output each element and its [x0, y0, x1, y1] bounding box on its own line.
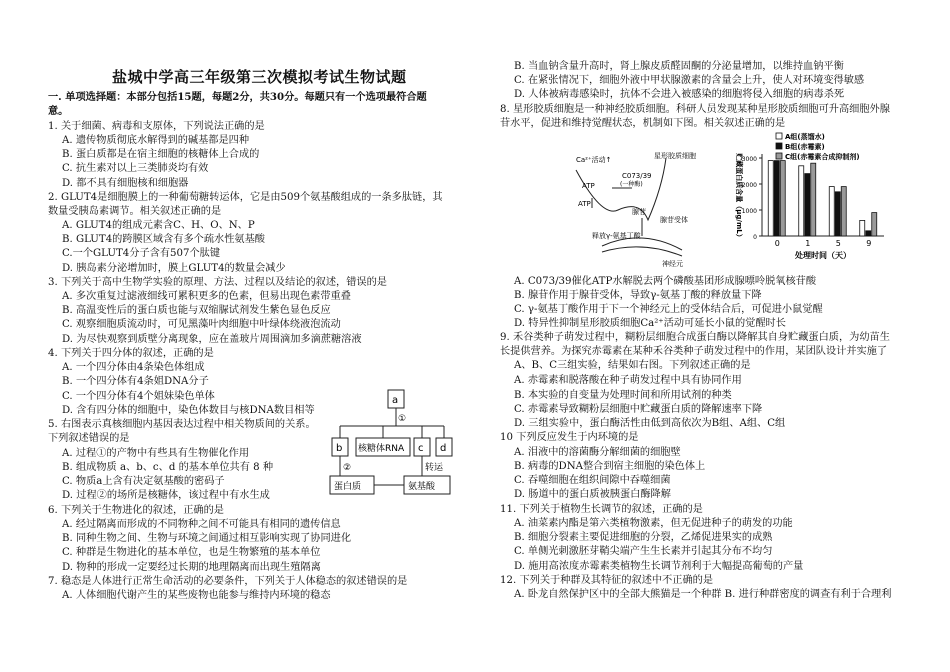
left-line: 下列叙述错误的是: [48, 433, 130, 444]
left-line: 数量受胰岛素调节。相关叙述正确的是: [48, 206, 222, 217]
left-line: C. 种群是生物进化的基本单位，也是生物繁殖的基本单位: [62, 547, 321, 558]
left-line: C. 观察细胞质流动时，可见黑藻叶肉细胞中叶绿体绕液泡流动: [62, 319, 341, 330]
fig8-gaba: 释放γ-氨基丁酸: [592, 232, 641, 240]
x-tick-label: 0: [774, 239, 780, 248]
bar-C组(赤霉素合成抑制剂): [841, 187, 846, 236]
fig5-d: d: [440, 443, 447, 454]
right-line: A. 赤霉素和脱落酸在种子萌发过程中具有协同作用: [514, 375, 742, 386]
fig8-receptor: 腺苷受体: [660, 216, 688, 224]
right-line: 8. 星形胶质细胞是一种神经胶质细胞。科研人员发现某种星形胶质细胞可升高细胞外腺: [500, 104, 890, 115]
x-tick-label: 1: [805, 239, 811, 248]
left-line: A. 一个四分体由4条染色体组成: [62, 362, 205, 373]
fig5-b: b: [336, 443, 343, 454]
x-tick-label: 9: [866, 239, 872, 248]
fig5-protein: 蛋白质: [334, 482, 362, 492]
y-tick-label: 0: [753, 234, 757, 241]
y-tick-label: 3000: [741, 156, 757, 163]
left-line: 6. 下列关于生物进化的叙述，正确的是: [48, 505, 224, 516]
left-line: C.一个GLUT4分子含有507个肽键: [62, 248, 221, 259]
right-line: A. C073/39催化ATP水解脱去两个磷酸基团形成腺嘌呤脱氧核苷酸: [514, 276, 817, 287]
left-line: D. 胰岛素分泌增加时，膜上GLUT4的数量会减少: [62, 263, 286, 274]
left-line: 2. GLUT4是细胞膜上的一种葡萄糖转运体，它是由509个氨基酸组成的一条多肽链，其: [48, 192, 443, 203]
bar-C组(赤霉素合成抑制剂): [811, 163, 816, 236]
right-line: B. 病毒的DNA整合到宿主细胞的染色体上: [514, 461, 706, 472]
right-line: C. 单侧光刺激胚芽鞘尖端产生生长素并引起其分布不均匀: [514, 546, 773, 557]
legend-entry: A组(蒸馏水): [785, 133, 825, 141]
fig5-p1: ①: [398, 414, 407, 424]
fig5-p2: ②: [343, 463, 352, 473]
fig8-atp1: ATP: [582, 182, 595, 190]
left-line: C. 一个四分体有4个姐妹染色单体: [62, 391, 215, 402]
right-line: C. γ-氨基丁酸作用于下一个神经元上的受体结合后，可促进小鼠觉醒: [514, 304, 823, 315]
left-line: B. 组成物质 a、b、c、d 的基本单位共有 8 种: [62, 462, 274, 473]
left-line: 1. 关于细菌、病毒和支原体，下列说法正确的是: [48, 121, 265, 132]
astrocyte-mechanism-diagram: [562, 148, 722, 274]
bar-A组(蒸馏水): [860, 220, 865, 236]
legend-entry: C组(赤霉素合成抑制剂): [785, 153, 860, 161]
legend-swatch: [776, 153, 782, 159]
fig8-adenosine: 腺苷: [632, 208, 646, 216]
right-line: 11. 下列关于植物生长调节的叙述，正确的是: [500, 504, 703, 515]
right-line: A. 卧龙自然保护区中的全部大熊猫是一个种群 B. 进行种群密度的调查有利于合理利: [514, 589, 892, 600]
right-line: 9. 禾谷类种子萌发过程中，糊粉层细胞合成蛋白酶以降解其自身贮藏蛋白质，为幼苗生: [500, 332, 890, 343]
left-line: D. 为尽快观察到质壁分离现象，应在盖玻片周围滴加多滴蔗糖溶液: [62, 334, 362, 345]
y-axis-title: 贮藏蛋白质含量（μg/mL）: [735, 153, 743, 241]
fig5-a: a: [392, 395, 399, 406]
bar-B组(赤霉素): [774, 161, 779, 236]
right-line: B. 当血钠含量升高时，肾上腺皮质醛固酮的分泌量增加，以维持血钠平衡: [514, 61, 844, 72]
left-line: D. 含有四分体的细胞中，染色体数目与核DNA数目相等: [62, 405, 315, 416]
right-line: D. 三组实验中，蛋白酶活性由低到高依次为B组、A组、C组: [514, 418, 786, 429]
left-line: D. 过程②的场所是核糖体，该过程中有水生成: [62, 490, 270, 501]
left-line: A. 遗传物质彻底水解得到的碱基都是四种: [62, 135, 250, 146]
left-line: D. 都不具有细胞核和细胞器: [62, 178, 189, 189]
bar-C组(赤霉素合成抑制剂): [780, 161, 785, 236]
bar-B组(赤霉素): [866, 231, 871, 236]
right-line: A. 油菜素内酯是第六类植物激素，但无促进种子的萌发的功能: [514, 518, 793, 529]
y-tick-label: 2000: [741, 182, 757, 189]
page-title: 盐城中学高三年级第三次模拟考试生物试题: [112, 68, 407, 86]
x-tick-label: 5: [835, 239, 841, 248]
fig5-aa: 氨基酸: [408, 482, 436, 492]
right-line: C. 在紧张情况下，细胞外液中甲状腺激素的含量会上升，使人对环境变得敏感: [514, 75, 865, 86]
left-line: B. 高温变性后的蛋白质也能与双缩脲试剂发生紫色显色反应: [62, 305, 331, 316]
fig8-enzyme: (一种酶): [620, 181, 643, 188]
left-line: A. GLUT4的组成元素含C、H、O、N、P: [62, 220, 255, 231]
right-line: 10 下列反应发生于内环境的是: [500, 432, 639, 443]
bar-A组(蒸馏水): [799, 166, 804, 236]
gene-expression-diagram: [328, 388, 468, 503]
bar-A组(蒸馏水): [768, 161, 773, 236]
protein-content-chart: [728, 132, 928, 264]
left-line: 7. 稳态是人体进行正常生命活动的必要条件，下列关于人体稳态的叙述错误的是: [48, 576, 408, 587]
y-tick-label: 1000: [741, 208, 757, 215]
right-line: A、B、C三组实验，结果如右图。下列叙述正确的是: [514, 360, 751, 371]
right-line: 苷水平，促进和维持觉醒状态，机制如下图。相关叙述正确的是: [500, 118, 786, 129]
left-line: 3. 下列关于高中生物学实验的原理、方法、过程以及结论的叙述，错误的是: [48, 277, 387, 288]
left-line: D. 物种的形成一定要经过长期的地理隔离而出现生殖隔离: [62, 562, 321, 573]
fig5-c: c: [418, 443, 424, 454]
left-line: A. 经过隔离而形成的不同物种之间不可能具有相同的遗传信息: [62, 519, 341, 530]
left-line: 意。: [48, 105, 69, 117]
bar-B组(赤霉素): [805, 174, 810, 236]
left-line: C. 物质a上含有决定氨基酸的密码子: [62, 476, 225, 487]
right-line: B. 细胞分裂素主要促进细胞的分裂，乙烯促进果实的成熟: [514, 532, 773, 543]
left-line: B. 同种生物之间、生物与环境之间通过相互影响实现了协同进化: [62, 533, 352, 544]
right-line: D. 肠道中的蛋白质被胰蛋白酶降解: [514, 489, 671, 500]
left-line: A. 多次重复过滤液细线可累积更多的色素，但易出现色素带重叠: [62, 291, 351, 302]
left-line: A. 人体细胞代谢产生的某些废物也能参与维持内环境的稳态: [62, 590, 331, 601]
bar-B组(赤霉素): [835, 192, 840, 236]
left-line: 5. 右图表示真核细胞内基因表达过程中相关物质间的关系。: [48, 419, 316, 430]
right-line: 12. 下列关于种群及其特征的叙述中不正确的是: [500, 575, 714, 586]
left-line: B. GLUT4的跨膜区域含有多个疏水性氨基酸: [62, 234, 265, 245]
right-line: A. 泪液中的溶菌酶分解细菌的细胞壁: [514, 447, 681, 458]
fig5-move: 转运: [425, 463, 444, 473]
right-line: D. 施用高浓度赤霉素类植物生长调节剂利于大幅提高葡萄的产量: [514, 561, 804, 572]
right-line: D. 人体被病毒感染时，抗体不会进入被感染的细胞将侵入细胞的病毒杀死: [514, 89, 845, 100]
bar-C组(赤霉素合成抑制剂): [872, 213, 877, 236]
x-axis-title: 处理时间（天）: [795, 251, 851, 260]
legend-entry: B组(赤霉素): [785, 143, 825, 151]
fig5-rna: 核糖体RNA: [358, 444, 405, 454]
left-line: A. 过程①的产物中有些具有生物催化作用: [62, 448, 250, 459]
left-line: B. 蛋白质都是在宿主细胞的核糖体上合成的: [62, 149, 260, 160]
left-line: C. 抗生素对以上三类肺炎均有效: [62, 163, 209, 174]
fig8-astro: 星形胶质细胞: [654, 152, 696, 160]
fig8-cd: C073/39: [622, 172, 652, 180]
legend-swatch: [776, 133, 782, 139]
fig8-ca: Ca²⁺活动↑: [576, 156, 612, 164]
left-line: B. 一个四分体有4条姐DNA分子: [62, 376, 209, 387]
left-line: 一. 单项选择题：本部分包括15题，每题2分，共30分。每题只有一个选项最符合题: [48, 91, 427, 103]
fig8-atp2: ATP: [578, 200, 591, 208]
bar-A组(蒸馏水): [829, 187, 834, 236]
right-line: C. 赤霉素导致糊粉层细胞中贮藏蛋白质的降解速率下降: [514, 404, 763, 415]
legend-swatch: [776, 143, 782, 149]
right-line: D. 特异性抑制星形胶质细胞Ca²⁺活动可延长小鼠的觉醒时长: [514, 318, 786, 329]
right-line: C. 吞噬细胞在组织间隙中吞噬细菌: [514, 475, 671, 486]
left-line: 4. 下列关于四分体的叙述，正确的是: [48, 348, 214, 359]
right-line: B. 本实验的自变量为处理时间和所用试剂的种类: [514, 390, 732, 401]
right-line: B. 腺苷作用于腺苷受体，导致γ-氨基丁酸的释放量下降: [514, 290, 762, 301]
right-line: 长提供营养。为探究赤霉素在某种禾谷类种子萌发过程中的作用，某团队设计并实施了: [500, 346, 888, 357]
fig8-neuron: 神经元: [662, 260, 683, 268]
